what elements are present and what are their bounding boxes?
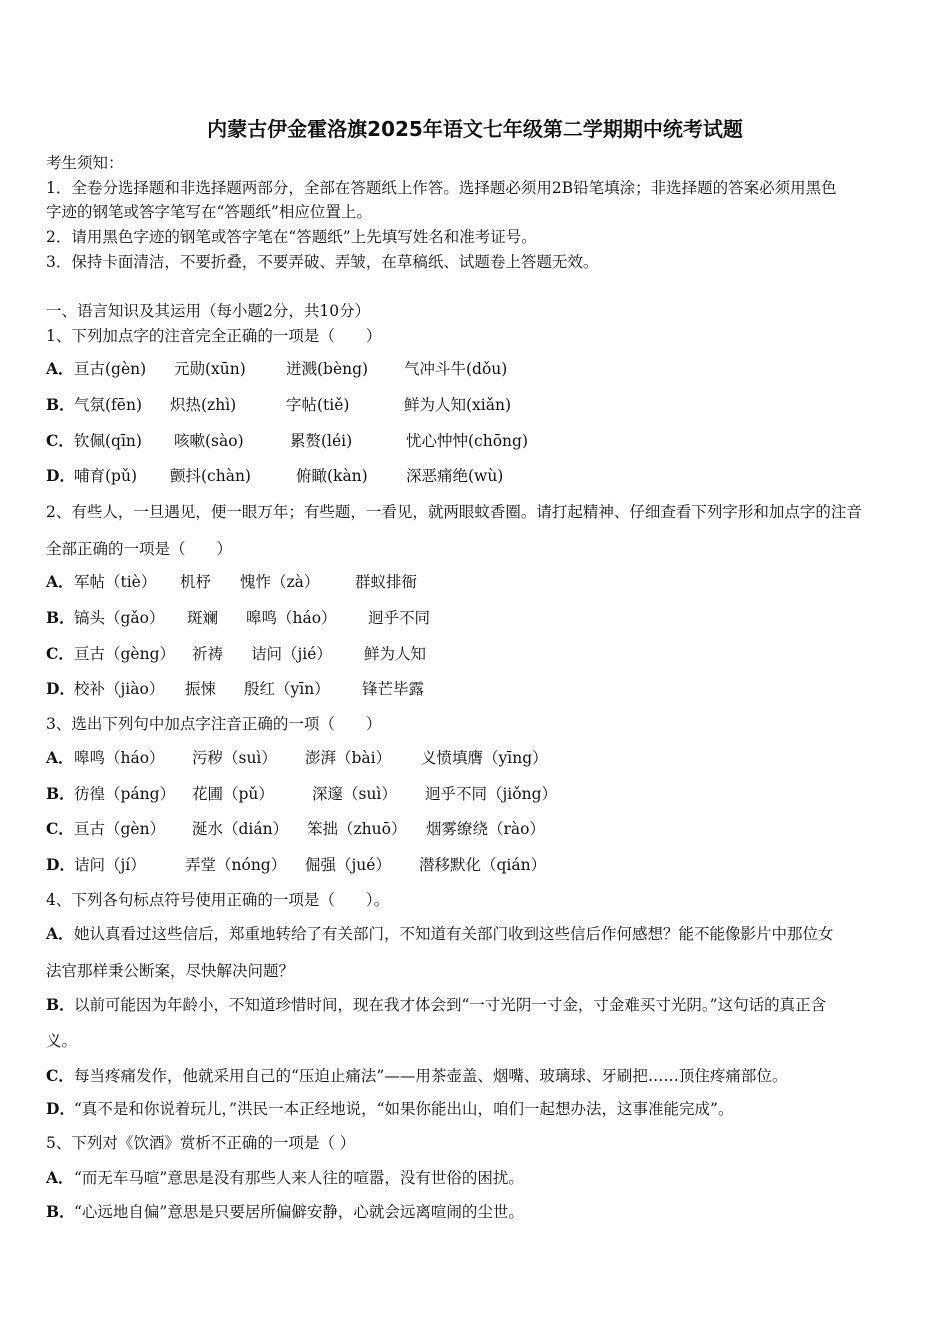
notice-line-1a: 1．全卷分选择题和非选择题两部分，全部在答题纸上作答。选择题必须用2B铅笔填涂；非选择题的答案必须用黑色 (46, 179, 837, 197)
q2-stem-line1: 2、有些人，一旦遇见，便一眼万年；有些题，一看见，就两眼蚊香圈。请打起精神、仔细查看下列字形和加点字的注音 (46, 503, 862, 521)
notice-line-3: 3．保持卡面清洁，不要折叠，不要弄破、弄皱，在草稿纸、试题卷上答题无效。 (46, 253, 599, 271)
page-title: 内蒙古伊金霍洛旗2025年语文七年级第二学期期中统考试题 (207, 117, 743, 141)
notice-heading: 考生须知： (46, 154, 124, 172)
q5-stem: 5、下列对《饮酒》赏析不正确的一项是（ ） (46, 1134, 356, 1152)
notice-line-2: 2．请用黑色字迹的钢笔或答字笔在“答题纸”上先填写姓名和准考证号。 (46, 228, 537, 246)
q4-stem: 4、下列各句标点符号使用正确的一项是（ ）。 (46, 891, 390, 909)
notice-line-1b: 字迹的钢笔或答字笔写在“答题纸”相应位置上。 (46, 203, 372, 221)
q3-stem: 3、选出下列句中加点字注音正确的一项（ ） (46, 715, 382, 733)
section-heading: 一、语言知识及其运用（每小题2分，共10分） (46, 302, 371, 320)
q1-stem: 1、下列加点字的注音完全正确的一项是（ ） (46, 327, 382, 345)
exam-page: 内蒙古伊金霍洛旗2025年语文七年级第二学期期中统考试题 考生须知： 1．全卷分选择题和非选择题两部分，全部在答题纸上作答。选择题必须用2B铅笔填涂；非选择题的答案必须用黑色 字迹的钢笔或答字笔写在“答题纸”相应位置上。 2．请用黑色字迹的钢笔或答字笔在“答题纸”上先填写姓名和准考证号。 3．保持卡面清洁，不要折叠，不要弄破、弄皱，在草稿纸、试题卷上答题无效。 一、语言知识及其运用（每小题2分，共10分） 1、下列加点字的注音完全正确的一项是（ ） A． 亘古(gèn) 元勋(xūn) 迸溅(bèng) 气冲斗牛(dǒu) B． 气氛(fēn) 炽热(zhì) 字帖(tiě) 鲜为人知(xiǎn) C． 钦佩(qīn) 咳嗽(sào) 累赘(léi) 忧心忡忡(chōng) D． 哺育(pǔ) 颤抖(chàn) 俯瞰(kàn) 深恶痛绝(wù) 2、有些人，一旦遇见，便一眼万年；有些题，一看见，就两眼蚊香圈。请打起精神、仔细查看下列字形和加点字的注音 全部正确的一项是（ ） A． 军帖（tiè） 机杼 愧怍（zà） 群蚁排衙 B． 镐头（gǎo） 斑斓 嗥鸣（háo） 迥乎不同 C． 亘古（gèng） 祈祷 诘问（jié） 鲜为人知 D． 校补（jiào） 振悚 殷红（yīn） 锋芒毕露 3、选出下列句中加点字注音正确的一项（ ） A． 嗥鸣（háo） 污秽（suì） 澎湃（bài） 义愤填膺（yīng） B． 彷徨（páng） 花圃（pǔ） 深邃（suì） 迥乎不同（jiǒng） C． 亘古（gèn） 涎水（dián） 笨拙（zhuō） 烟雾缭绕（rào） D． 诘问（jí） 弄堂（nóng） 倔强（jué） 潜移默化（qián） 4、下列各句标点符号使用正确的一项是（ ）。 A． 她认真看过这些信后，郑重地转给了有关部门，不知道有关部门收到这些信后作何感想？能不能像影片中那位女 法官那样秉公断案，尽快解决问题？ B． 以前可能因为年龄小，不知道珍惜时间，现在我才体会到“一寸光阴一寸金，寸金难买寸光阴。”这句话的真正含 义。 C． 每当疼痛发作，他就采用自己的“压迫止痛法”——用茶壶盖、烟嘴、玻璃球、牙刷把……顶住疼痛部位。 D． “真不是和你说着玩儿，”洪民一本正经地说，“如果你能出山，咱们一起想办法，这事准能完成”。 5、下列对《饮酒》赏析不正确的一项是（ ） A． “而无车马喧”意思是没有那些人来人往的喧嚣，没有世俗的困扰。 B． “心远地自偏”意思是只要居所偏僻安静，心就会远离喧闹的尘世。 (0, 0, 950, 1344)
q2-stem-line2: 全部正确的一项是（ ） (46, 540, 233, 558)
